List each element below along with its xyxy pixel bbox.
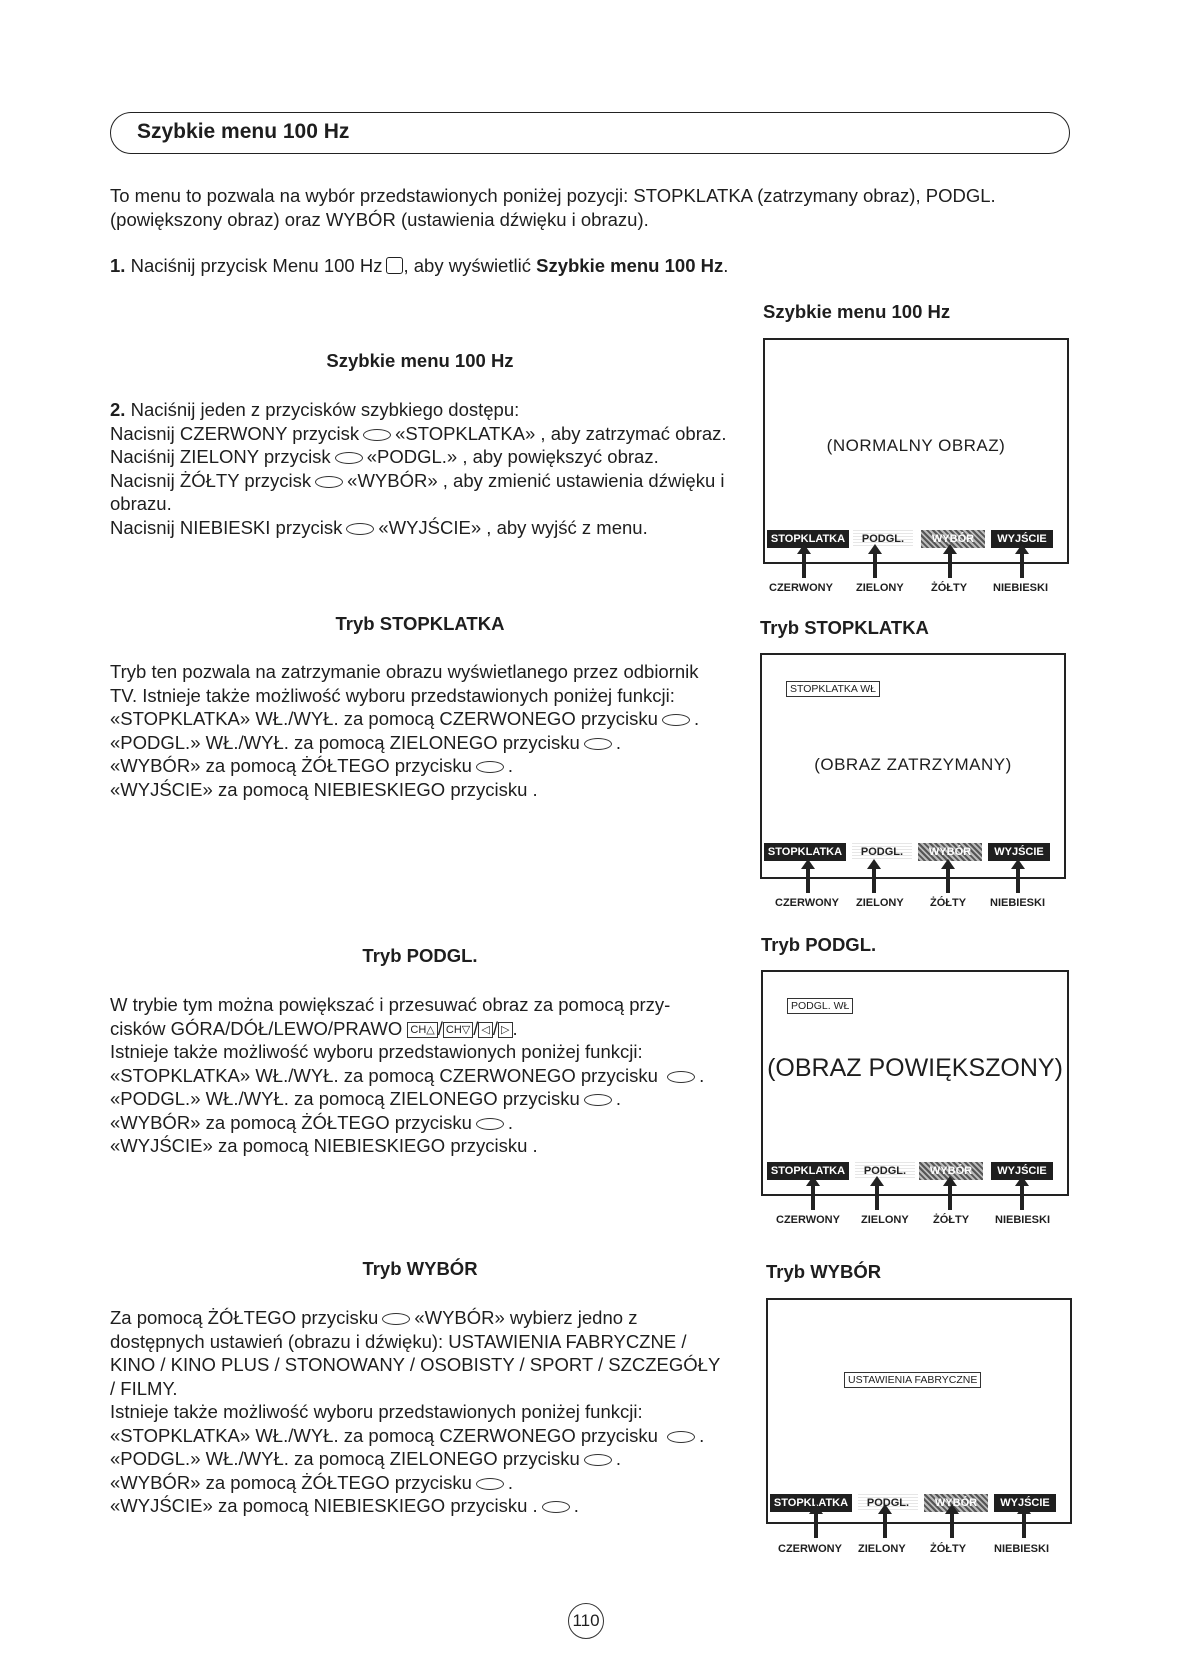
wybor-line-3-text: «WYBÓR» za pomocą ŻÓŁTEGO przycisku: [110, 1471, 472, 1493]
yellow-button-icon: [476, 1118, 504, 1130]
arrow-up-icon: [875, 1182, 879, 1210]
bar-podgl-label: PODGL.: [855, 1162, 915, 1180]
stop-line-3-text: «WYBÓR» za pomocą ŻÓŁTEGO przycisku: [110, 755, 472, 776]
section-main-body: [110, 398, 730, 539]
wybor-line-3: «WYBÓR» za pomocą ŻÓŁTEGO przycisku .: [110, 1471, 514, 1493]
bar-podgl-label: PODGL.: [858, 1494, 918, 1512]
section-title-frame: [110, 112, 1070, 154]
screen-1-title: Szybkie menu 100 Hz: [763, 301, 951, 322]
wybor-text-a: Za pomocą ŻÓŁTEGO przycisku: [110, 1307, 379, 1328]
podgl-line-1: «STOPKLATKA» WŁ./WYŁ. za pomocą CZERWONEGO przycisku .: [110, 1064, 705, 1086]
step-1-text-b: , aby wyświetlić: [403, 255, 531, 276]
section-heading-quick-menu: Szybkie menu 100 Hz: [326, 350, 514, 371]
screen-4-title: Tryb WYBÓR: [766, 1261, 882, 1282]
arrow-up-icon: [1020, 550, 1024, 578]
bar-stop-label: STOPKLATKA: [767, 530, 849, 548]
screen-1-center-text: (NORMALNY OBRAZ): [826, 436, 1006, 455]
label-green: ZIELONY: [856, 897, 904, 909]
label-green: ZIELONY: [858, 1543, 906, 1555]
line-green-a: Naciśnij ZIELONY przycisk: [110, 446, 331, 467]
wybor-description: [110, 1306, 730, 1400]
section-stop-body: [110, 660, 710, 801]
label-yellow: ŻÓŁTY: [931, 582, 968, 594]
arrow-up-icon: [883, 1510, 887, 1538]
screen-2-color-labels: [760, 897, 1062, 911]
screen-3-osd: PODGL. WŁ: [787, 998, 853, 1014]
arrow-up-icon: [806, 865, 810, 893]
line-yellow-b: «WYBÓR» , aby zmienić ustawienia dźwięku i obrazu.: [110, 469, 725, 514]
label-red: CZERWONY: [775, 897, 839, 909]
wybor-line-2: «PODGL.» WŁ./WYŁ. za pomocą ZIELONEGO przycisku .: [110, 1448, 621, 1469]
ch-up-key-icon: CH△: [407, 1022, 437, 1038]
line-yellow-a: Nacisnij ŻÓŁTY przycisk: [110, 469, 312, 491]
label-blue: NIEBIESKI: [994, 1543, 1050, 1555]
step-1-end: .: [723, 255, 729, 276]
line-green-b: «PODGL.» , aby powiększyć obraz.: [366, 446, 659, 467]
arrow-up-icon: [1022, 1510, 1026, 1538]
podgl-line-2-text: «PODGL.» WŁ./WYŁ. za pomocą ZIELONEGO przycisku: [110, 1088, 580, 1109]
label-blue: NIEBIESKI: [995, 1214, 1051, 1226]
bar-exit-label: WYJŚCIE: [994, 1494, 1056, 1512]
bar-stop-label: STOPKLATKA: [767, 1162, 849, 1180]
vol-left-key-icon: ◁: [478, 1022, 492, 1038]
arrow-up-icon: [948, 550, 952, 578]
label-green: ZIELONY: [856, 582, 904, 594]
step-1-text-a: Naciśnij przycisk Menu 100 Hz: [130, 255, 383, 276]
podgl-line-2: «PODGL.» WŁ./WYŁ. za pomocą ZIELONEGO przycisku .: [110, 1088, 621, 1109]
tv-screen-zoom: [761, 970, 1069, 1196]
bar-wybor-label: WYBÓR: [924, 1494, 988, 1512]
section-wybor-body: [110, 1306, 730, 1518]
arrow-up-icon: [811, 1182, 815, 1210]
wybor-text-b: «WYBÓR» wybierz jedno z dostępnych ustawień (obrazu i dźwięku): USTAWIENIA FABRYCZNE / KINO / KINO PLUS / STONOWANY / OSOBISTY / SPORT / SZCZEGÓŁY / FILMY.: [110, 1307, 720, 1399]
bar-exit-label: WYJŚCIE: [988, 843, 1050, 861]
blue-button-icon: [542, 1501, 570, 1513]
label-yellow: ŻÓŁTY: [930, 1543, 967, 1555]
step-2-number: 2.: [110, 399, 126, 420]
wybor-line-4: «WYJŚCIE» za pomocą NIEBIESKIEGO przycisku . .: [110, 1495, 579, 1516]
label-yellow: ŻÓŁTY: [933, 1214, 970, 1226]
screen-2-title: Tryb STOPKLATKA: [760, 617, 929, 638]
step-2-text: Naciśnij jeden z przycisków szybkiego dostępu:: [130, 399, 520, 420]
stop-description: Tryb ten pozwala na zatrzymanie obrazu wyświetlanego przez odbiornik TV. Istnieje także możliwość wyboru przedstawionych poniżej funkcji:: [110, 661, 699, 706]
label-red: CZERWONY: [769, 582, 833, 594]
stop-line-1-text: «STOPKLATKA» WŁ./WYŁ. za pomocą CZERWONEGO przycisku: [110, 708, 658, 729]
ch-down-key-icon: CH▽: [443, 1022, 473, 1038]
podgl-line-4: «WYJŚCIE» za pomocą NIEBIESKIEGO przycisku .: [110, 1135, 538, 1156]
tv-screen-normal: [763, 338, 1069, 564]
tv-screen-freeze: [760, 653, 1066, 879]
podgl-text-a: W trybie tym można powiększać i przesuwać obraz za pomocą przy- cisków GÓRA/DÓŁ/LEWO/PRAWO: [110, 994, 671, 1039]
bar-podgl-label: PODGL.: [852, 843, 912, 861]
wybor-line-1-text: «STOPKLATKA» WŁ./WYŁ. za pomocą CZERWONEGO przycisku: [110, 1424, 658, 1446]
line-blue-a: Nacisnij NIEBIESKI przycisk: [110, 516, 343, 538]
red-button-icon: [662, 714, 690, 726]
step-1-number: 1.: [110, 255, 126, 276]
arrow-up-icon: [1016, 865, 1020, 893]
bar-exit-label: WYJŚCIE: [991, 530, 1053, 548]
bar-podgl-label: PODGL.: [853, 530, 913, 548]
green-button-icon: [335, 452, 363, 464]
section-heading-stop: Tryb STOPKLATKA: [335, 613, 505, 634]
red-button-icon: [363, 429, 391, 441]
label-green: ZIELONY: [861, 1214, 909, 1226]
wybor-line-1: «STOPKLATKA» WŁ./WYŁ. za pomocą CZERWONEGO przycisku .: [110, 1424, 705, 1446]
screen-3-title: Tryb PODGL.: [761, 934, 877, 955]
bar-stop-label: STOPKLATKA: [770, 1494, 852, 1512]
red-button-icon: [667, 1071, 695, 1083]
green-button-icon: [584, 1094, 612, 1106]
step-1-bold: Szybkie menu 100 Hz: [536, 255, 724, 276]
tv-screen-select: [766, 1298, 1072, 1524]
line-blue: [110, 516, 730, 540]
bar-stop-label: STOPKLATKA: [764, 843, 846, 861]
arrow-up-icon: [950, 1510, 954, 1538]
red-button-icon: [667, 1431, 695, 1443]
stop-line-2-text: «PODGL.» WŁ./WYŁ. za pomocą ZIELONEGO przycisku: [110, 731, 580, 753]
line-yellow: [110, 469, 730, 516]
label-blue: NIEBIESKI: [993, 582, 1049, 594]
stop-line-2: «PODGL.» WŁ./WYŁ. za pomocą ZIELONEGO przycisku .: [110, 731, 621, 753]
arrow-up-icon: [946, 865, 950, 893]
line-blue-b: «WYJŚCIE» , aby wyjść z menu.: [378, 516, 648, 538]
line-red: [110, 422, 730, 446]
stop-line-1: «STOPKLATKA» WŁ./WYŁ. za pomocą CZERWONEGO przycisku .: [110, 708, 700, 729]
arrow-up-icon: [814, 1510, 818, 1538]
label-red: CZERWONY: [776, 1214, 840, 1226]
yellow-button-icon: [382, 1313, 410, 1325]
blue-button-icon: [346, 523, 374, 535]
screen-2-center-text: (OBRAZ ZATRZYMANY): [814, 755, 1012, 774]
stop-line-4: «WYJŚCIE» za pomocą NIEBIESKIEGO przycisku .: [110, 778, 538, 800]
stop-line-3: «WYBÓR» za pomocą ŻÓŁTEGO przycisku .: [110, 755, 514, 776]
podgl-line-3: «WYBÓR» za pomocą ŻÓŁTEGO przycisku .: [110, 1111, 514, 1133]
podgl-line-3-text: «WYBÓR» za pomocą ŻÓŁTEGO przycisku: [110, 1111, 472, 1133]
line-red-a: Nacisnij CZERWONY przycisk: [110, 422, 360, 444]
screen-1-color-labels: [763, 582, 1065, 596]
green-button-icon: [584, 738, 612, 750]
yellow-button-icon: [476, 1478, 504, 1490]
screen-4-osd: USTAWIENIA FABRYCZNE: [844, 1372, 981, 1388]
intro-paragraph: To menu to pozwala na wybór przedstawionych poniżej pozycji: STOPKLATKA (zatrzymany obraz), PODGL. (powiększony obraz) oraz WYBÓR (ustawienia dźwięku i obrazu).: [110, 185, 996, 230]
yellow-button-icon: [476, 761, 504, 773]
step-1: [110, 254, 730, 278]
step-2: [110, 398, 730, 422]
page-title: Szybkie menu 100 Hz: [137, 120, 350, 143]
label-blue: NIEBIESKI: [990, 897, 1046, 909]
line-red-b: «STOPKLATKA» , aby zatrzymać obraz.: [395, 422, 727, 444]
screen-2-osd: STOPKLATKA WŁ: [786, 681, 880, 697]
screen-3-center-text: (OBRAZ POWIĘKSZONY): [767, 1054, 1063, 1082]
section-podgl-body: [110, 993, 730, 1158]
arrow-up-icon: [1020, 1182, 1024, 1210]
vol-right-key-icon: ▷: [498, 1022, 512, 1038]
bar-wybor-label: WYBÓR: [919, 1162, 983, 1180]
podgl-line-1-text: «STOPKLATKA» WŁ./WYŁ. za pomocą CZERWONEGO przycisku: [110, 1064, 658, 1086]
wybor-line-2-text: «PODGL.» WŁ./WYŁ. za pomocą ZIELONEGO przycisku: [110, 1448, 580, 1469]
green-button-icon: [584, 1454, 612, 1466]
bar-wybor-label: WYBÓR: [918, 843, 982, 861]
bar-wybor-label: WYBÓR: [921, 530, 985, 548]
label-yellow: ŻÓŁTY: [930, 897, 967, 909]
bar-exit-label: WYJŚCIE: [991, 1162, 1053, 1180]
arrow-up-icon: [872, 865, 876, 893]
arrow-up-icon: [802, 550, 806, 578]
menu-100hz-button-icon: [386, 257, 403, 274]
podgl-text-b: Istnieje także możliwość wyboru przedstawionych poniżej funkcji:: [110, 1041, 643, 1062]
page-number: 110: [568, 1603, 604, 1639]
wybor-text-c: Istnieje także możliwość wyboru przedstawionych poniżej funkcji:: [110, 1401, 643, 1422]
line-green: [110, 445, 730, 469]
podgl-description: W trybie tym można powiększać i przesuwać obraz za pomocą przy- cisków GÓRA/DÓŁ/LEWO/PRAWO CH△ / CH▽ / ◁ / ▷ .: [110, 994, 671, 1039]
section-heading-podgl: Tryb PODGL.: [362, 945, 478, 966]
label-red: CZERWONY: [778, 1543, 842, 1555]
section-heading-wybor: Tryb WYBÓR: [362, 1258, 478, 1279]
yellow-button-icon: [315, 476, 343, 488]
wybor-line-4-text: «WYJŚCIE» za pomocą NIEBIESKIEGO przycisku .: [110, 1495, 538, 1516]
arrow-up-icon: [948, 1182, 952, 1210]
arrow-up-icon: [873, 550, 877, 578]
screen-4-color-labels: [766, 1543, 1068, 1557]
screen-3-color-labels: [761, 1214, 1065, 1228]
